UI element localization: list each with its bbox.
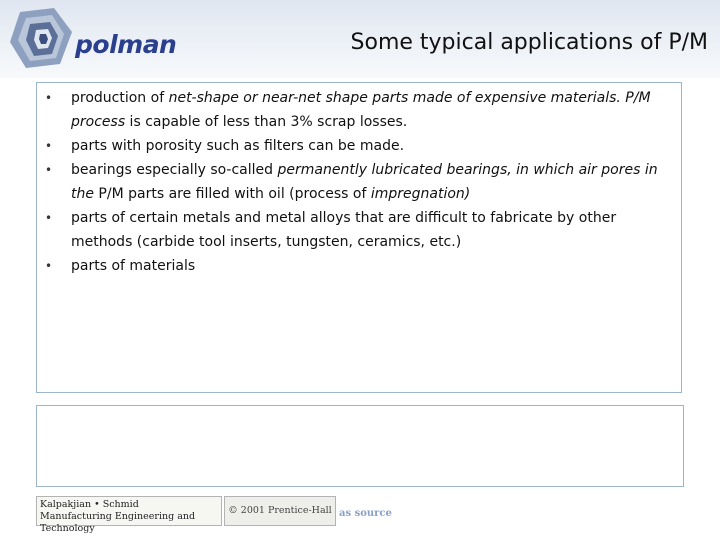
bullet-line <box>71 182 675 206</box>
text-run: impregnation) <box>370 186 471 202</box>
slide-title: Some typical applications of P/M <box>350 30 708 55</box>
bullet-line <box>71 86 675 110</box>
notes-placeholder <box>36 405 684 487</box>
bullet-item <box>37 158 683 206</box>
bullet-dot-icon: • <box>45 139 53 153</box>
bullet-item <box>37 86 683 134</box>
bullet-dot-icon: • <box>45 163 53 177</box>
text-run: the <box>71 186 94 202</box>
content-placeholder <box>36 82 682 393</box>
credit-book-title: Manufacturing Engineering and Technology <box>40 511 196 534</box>
bullet-line <box>71 206 675 230</box>
bullet-line <box>71 230 675 254</box>
text-run: net-shape or near-net shape parts made of expensive materials. P/M <box>168 90 651 106</box>
bullet-dot-icon: • <box>45 259 53 273</box>
text-run: bearings especially so-called <box>71 162 278 178</box>
bullet-line <box>71 254 675 278</box>
text-run: process <box>71 114 126 130</box>
text-run: parts with porosity such as filters can be made. <box>71 138 405 154</box>
logo-wordmark: polman <box>75 30 177 59</box>
text-run: permanently lubricated bearings, in which air pores in <box>277 162 658 178</box>
footer-copyright: © 2001 Prentice-Hall <box>224 496 336 526</box>
footer-source: as source <box>339 508 392 519</box>
text-run: is capable of less than 3% scrap losses. <box>125 114 408 130</box>
bullet-item <box>37 206 683 254</box>
footer-credit <box>36 496 222 534</box>
text-run: methods (carbide tool inserts, tungsten, ceramics, etc.) <box>71 234 462 250</box>
bullet-line <box>71 158 675 182</box>
bullet-dot-icon: • <box>45 91 53 105</box>
slide-header <box>0 0 720 78</box>
bullet-list <box>37 86 683 278</box>
bullet-item <box>37 254 683 278</box>
bullet-line <box>71 134 675 158</box>
bullet-line <box>71 110 675 134</box>
text-run: parts of certain metals and metal alloys that are difficult to fabricate by other <box>71 210 617 226</box>
text-run: parts of materials <box>71 258 196 274</box>
bullet-item <box>37 134 683 158</box>
credit-authors: Kalpakjian • Schmid <box>40 499 139 510</box>
text-run: P/M parts are filled with oil (process of <box>93 186 371 202</box>
bullet-dot-icon: • <box>45 211 53 225</box>
text-run: production of <box>71 90 169 106</box>
